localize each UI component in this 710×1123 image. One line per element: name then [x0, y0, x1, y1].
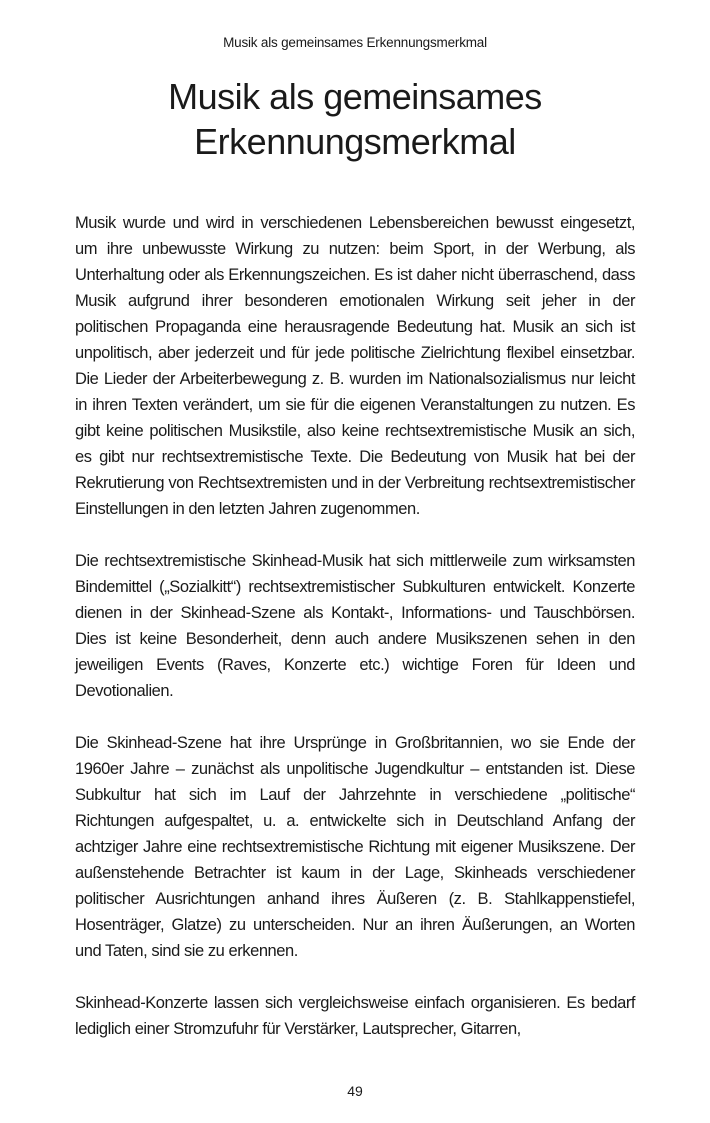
page-number: 49: [347, 1083, 363, 1099]
title-line-2: Erkennungsmerkmal: [194, 121, 516, 162]
body-text: [75, 210, 635, 1068]
paragraph-1: Musik wurde und wird in verschiedenen Lebensbereichen bewusst eingesetzt, um ihre unbewusste Wirkung zu nutzen: beim Sport, in der Werbung, als Unterhaltung oder als Erkennungszeichen. Es ist daher nicht überraschend, dass Musik aufgrund ihrer besonderen emotionalen Wirkung seit jeher in der politischen Propaganda eine herausragende Bedeutung hat. Musik an sich ist unpolitisch, aber jederzeit und für jede politische Zielrichtung flexibel einsetzbar. Die Lieder der Arbeiterbewegung z. B. wurden im Nationalsozialismus nur leicht in ihren Texten verändert, um sie für die eigenen Veranstaltungen zu nutzen. Es gibt keine politischen Musikstile, also keine rechtsextremistische Musik an sich, es gibt nur rechtsextremistische Texte. Die Bedeutung von Musik hat bei der Rekrutierung von Rechtsextremisten und in der Verbreitung rechtsextremistischer Einstellungen in den letzten Jahren zugenommen.: [75, 214, 635, 518]
paragraph-3: Die Skinhead-Szene hat ihre Ursprünge in Großbritannien, wo sie Ende der 1960er Jahre – zunächst als unpolitische Jugendkultur – entstanden ist. Diese Subkultur hat sich im Lauf der Jahrzehnte in verschiedene „politische“ Richtungen aufgespaltet, u. a. entwickelte sich in Deutschland Anfang der achtziger Jahre eine rechtsextremistische Richtung mit eigener Musikszene. Der außenstehende Betrachter ist kaum in der Lage, Skinheads verschiedener politischer Ausrichtungen anhand ihres Äußeren (z. B. Stahlkappenstiefel, Hosenträger, Glatze) zu unterscheiden. Nur an ihren Äußerungen, an Worten und Taten, sind sie zu erkennen.: [75, 734, 635, 960]
title-line-1: Musik als gemeinsames: [168, 76, 542, 117]
paragraph-4: Skinhead-Konzerte lassen sich vergleichsweise einfach organisieren. Es bedarf lediglich einer Stromzufuhr für Verstärker, Lautsprecher, Gitarren,: [75, 994, 635, 1038]
paragraph-2: Die rechtsextremistische Skinhead-Musik hat sich mittlerweile zum wirksamsten Bindemittel („Sozialkitt“) rechtsextremistischer Subkulturen entwickelt. Konzerte dienen in der Skinhead-Szene als Kontakt-, Informations- und Tauschbörsen. Dies ist keine Besonderheit, denn auch andere Musikszenen sehen in den jeweiligen Events (Raves, Konzerte etc.) wichtige Foren für Ideen und Devotionalien.: [75, 552, 635, 700]
page-title: [0, 74, 710, 164]
running-header: Musik als gemeinsames Erkennungsmerkmal: [223, 35, 487, 50]
